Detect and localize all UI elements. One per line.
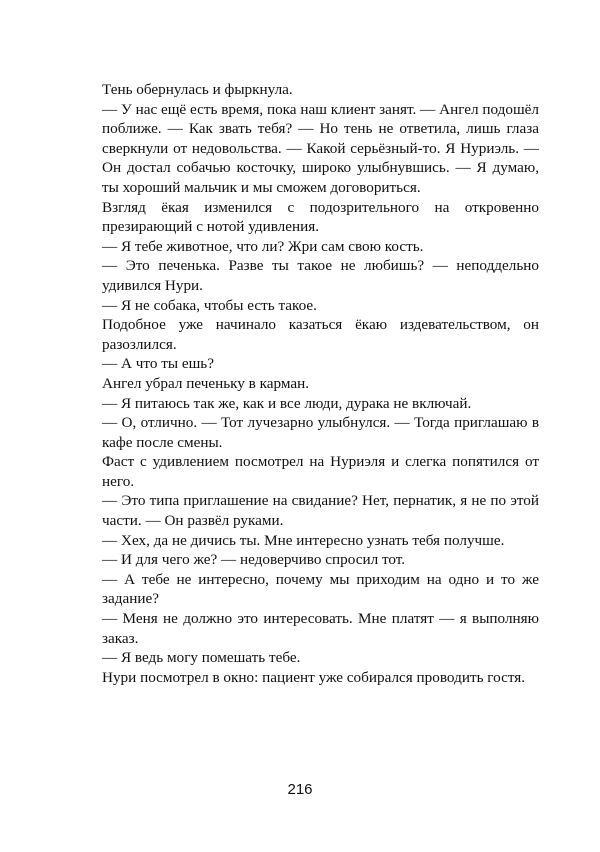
paragraph: — Меня не должно это интересовать. Мне платят — я выполняю заказ. bbox=[102, 610, 539, 647]
paragraph: Фаст с удивлением посмотрел на Нуриэля и слегка попятился от него. bbox=[102, 453, 539, 490]
paragraph: — Хех, да не дичись ты. Мне интересно узнать тебя получше. bbox=[102, 531, 505, 549]
paragraph: Нури посмотрел в окно: пациент уже собирался проводить гостя. bbox=[102, 668, 526, 686]
paragraph: — И для чего же? — недоверчиво спросил тот. bbox=[102, 551, 406, 569]
paragraph: Ангел убрал печеньку в карман. bbox=[102, 374, 310, 392]
page-number: 216 bbox=[287, 781, 313, 798]
paragraph: — Это типа приглашение на свидание? Нет, пернатик, я не по этой части. — Он развёл руками. bbox=[102, 492, 539, 530]
paragraph: — Это печенька. Разве ты такое не любишь? — неподдельно удивился Нури. bbox=[102, 257, 539, 294]
paragraph: — А что ты ешь? bbox=[102, 355, 214, 373]
paragraph: Подобное уже начинало казаться ёкаю издевательством, он разозлился. bbox=[102, 316, 539, 353]
paragraph: — Я не собака, чтобы есть такое. bbox=[102, 296, 317, 314]
paragraph: Тень обернулась и фыркнула. bbox=[102, 81, 293, 98]
paragraph: — Я тебе животное, что ли? Жри сам свою кость. bbox=[102, 237, 424, 255]
paragraph: — А тебе не интересно, почему мы приходим на одно и то же задание? bbox=[102, 570, 539, 608]
paragraph: — У нас ещё есть время, пока наш клиент занят. — Ангел подошёл поближе. — Как звать тебя? — Но тень не ответила, лишь глаза сверкнули от недовольства. — Какой серьёзный-то. Я Нуриэль. — Он достал собачью косточку, широко улыбнувшись. — Я думаю, ты хороший мальчик и мы сможем договориться. bbox=[102, 100, 539, 196]
body-text bbox=[102, 80, 539, 687]
paragraph: Взгляд ёкая изменился с подозрительного на откровенно презирающий с нотой удивления. bbox=[102, 198, 539, 236]
paragraph: — Я питаюсь так же, как и все люди, дурака не включай. bbox=[102, 394, 472, 412]
paragraph: — Я ведь могу помешать тебе. bbox=[102, 649, 301, 667]
paragraph: — О, отлично. — Тот лучезарно улыбнулся. — Тогда приглашаю в кафе после смены. bbox=[102, 414, 539, 451]
